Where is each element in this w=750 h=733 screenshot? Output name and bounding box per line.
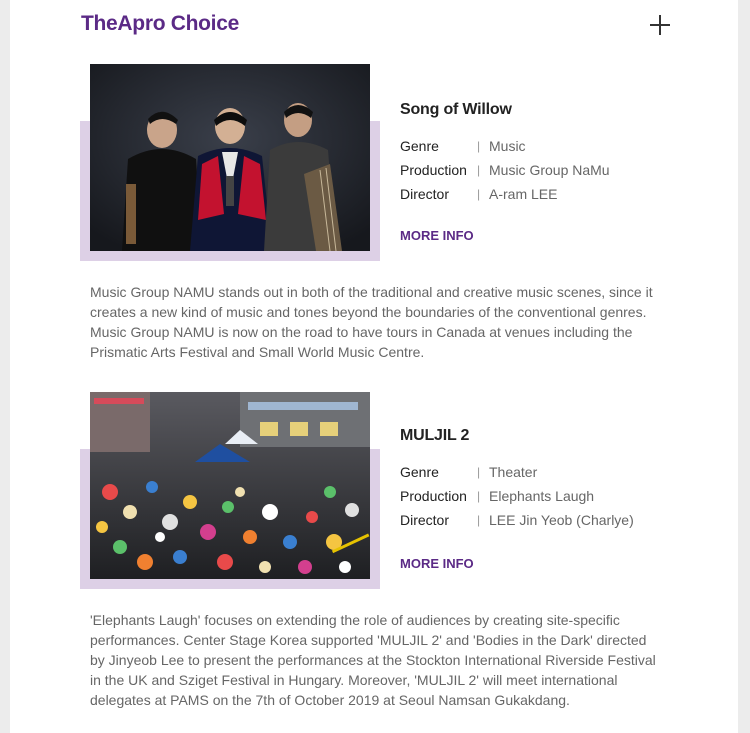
separator: |: [477, 513, 481, 527]
more-info-link[interactable]: MORE INFO: [400, 228, 474, 243]
production-label: Production: [400, 162, 467, 178]
separator: |: [477, 489, 481, 503]
director-value: A-ram LEE: [489, 186, 558, 202]
director-label: Director: [400, 186, 450, 202]
production-value: Elephants Laugh: [489, 488, 595, 504]
director-value: LEE Jin Yeob (Charlye): [489, 512, 634, 528]
item-title: Song of Willow: [400, 101, 512, 118]
genre-row: [400, 460, 634, 484]
item-title: MULJIL 2: [400, 427, 470, 444]
director-row: [400, 508, 634, 532]
production-row: [400, 484, 634, 508]
performance-photo-muljil-2[interactable]: [90, 392, 370, 579]
separator: |: [477, 139, 481, 153]
item-description: 'Elephants Laugh' focuses on extending the role of audiences by creating site-specific performances. Center Stage Korea supported 'MULJIL 2' and 'Bodies in the Dark' directed by Jinyeob Lee to present the performances at the Stockton International Riverside Festival in the UK and Sziget Festival in Hungary. Moreover, 'MULJIL 2' will meet international delegates at PAMS on the 7th of October 2019 at Seoul Namsan Gukakdang.: [90, 612, 656, 708]
production-value: Music Group NaMu: [489, 162, 610, 178]
genre-value: Music: [489, 138, 526, 154]
item-meta: [400, 460, 634, 532]
plus-icon[interactable]: [649, 14, 671, 36]
genre-label: Genre: [400, 138, 439, 154]
separator: |: [477, 163, 481, 177]
production-row: [400, 158, 610, 182]
genre-row: [400, 134, 610, 158]
production-label: Production: [400, 488, 467, 504]
more-info-link[interactable]: MORE INFO: [400, 556, 474, 571]
separator: |: [477, 465, 481, 479]
genre-label: Genre: [400, 464, 439, 480]
section-title: TheApro Choice: [81, 12, 239, 35]
director-row: [400, 182, 610, 206]
item-description: Music Group NAMU stands out in both of the traditional and creative music scenes, since it creates a new kind of music and tones beyond the boundaries of the conventional genres. Music Group NAMU is now on the road to have tours in Canada at venues including the Prismatic Arts Festival and Small World Music Centre.: [90, 284, 653, 360]
separator: |: [477, 187, 481, 201]
item-meta: [400, 134, 610, 206]
genre-value: Theater: [489, 464, 538, 480]
director-label: Director: [400, 512, 450, 528]
content-panel: [10, 0, 738, 733]
performance-photo-song-of-willow[interactable]: [90, 64, 370, 251]
